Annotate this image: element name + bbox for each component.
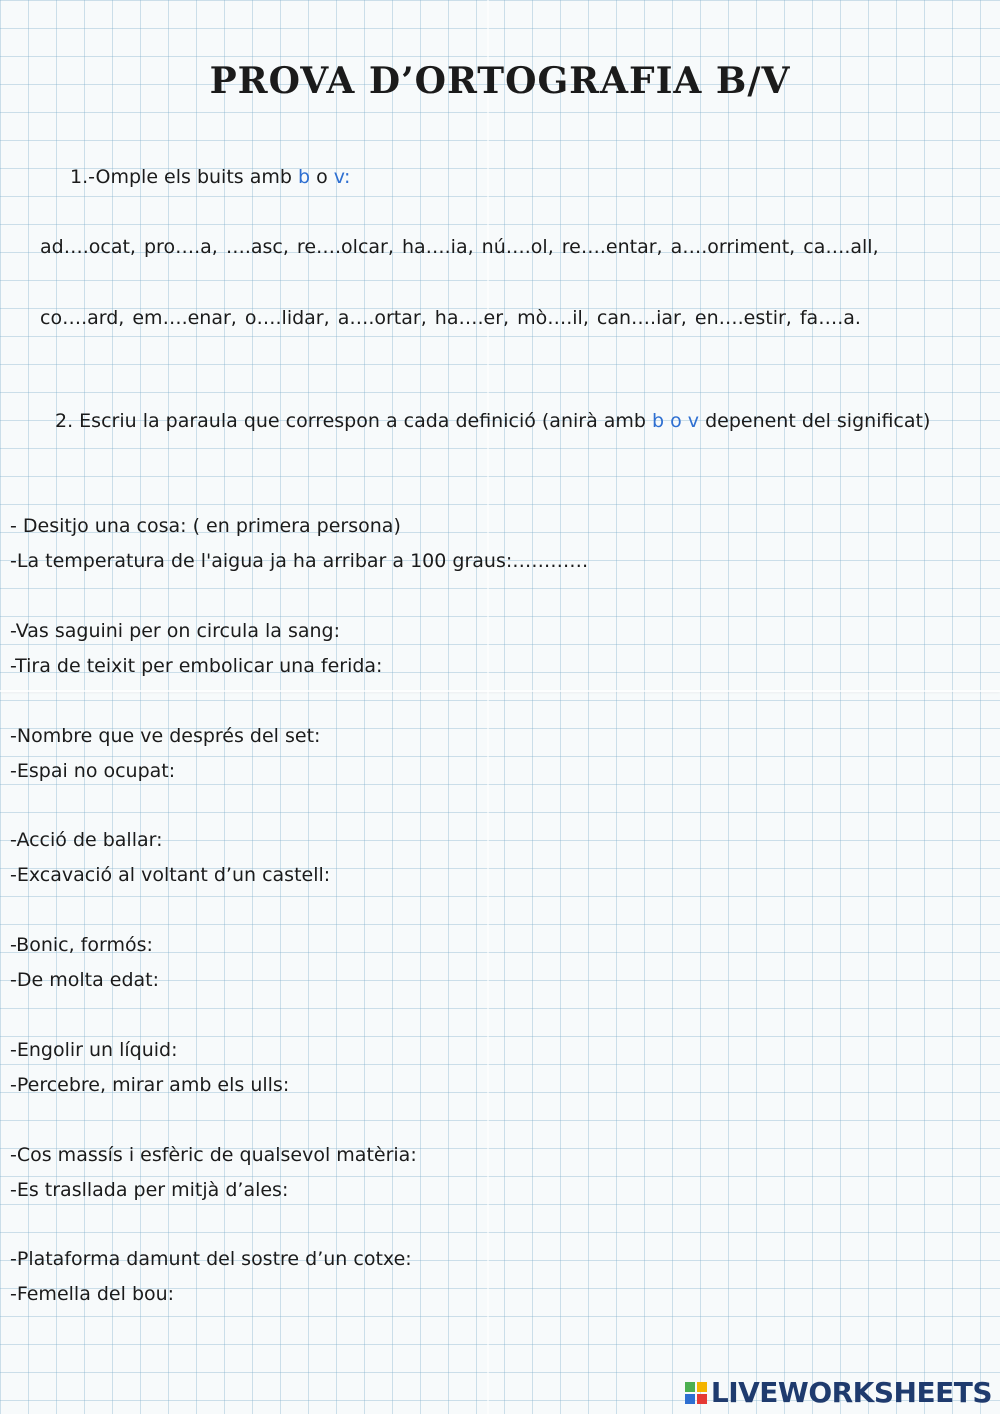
exercise1-instruction bbox=[70, 166, 350, 188]
letter-b: b bbox=[297, 166, 311, 188]
definition-item: - Desitjo una cosa: ( en primera persona) bbox=[10, 515, 401, 537]
definition-item: -Plataforma damunt del sostre d’un cotxe: bbox=[10, 1248, 412, 1270]
definition-item: -Acció de ballar: bbox=[10, 829, 163, 851]
definition-item: -Nombre que ve després del set: bbox=[10, 725, 321, 747]
definition-item: -Bonic, formós: bbox=[10, 934, 153, 956]
definition-item: -De molta edat: bbox=[10, 969, 160, 991]
exercise2-instruction-start: 2. Escriu la paraula que correspon a cada definició (anirà amb bbox=[55, 410, 646, 432]
exercise1-row-2[interactable]: co….ard, em….enar, o….lidar, a….ortar, ha….er, mò….il, can….iar, en….estir, fa….a. bbox=[40, 307, 861, 329]
exercise1-row-1[interactable]: ad….ocat, pro….a, ….asc, re….olcar, ha….ia, nú….ol, re….entar, a….orriment, ca….all, bbox=[40, 236, 879, 258]
definition-item: -Femella del bou: bbox=[10, 1283, 175, 1305]
liveworksheets-wordmark: LIVEWORKSHEETS bbox=[710, 1376, 992, 1409]
definition-item: -Espai no ocupat: bbox=[10, 760, 176, 782]
definition-item: -Cos massís i esfèric de qualsevol matèria: bbox=[10, 1144, 417, 1166]
definition-item: -Vas saguini per on circula la sang: bbox=[10, 620, 341, 642]
exercise2-instruction bbox=[55, 410, 930, 432]
b-o-v-highlight: b o v bbox=[652, 410, 700, 432]
definition-item: -La temperatura de l'aigua ja ha arribar a 100 graus:………… bbox=[10, 550, 589, 572]
page-title: PROVA D’ORTOGRAFIA B/V bbox=[209, 60, 791, 102]
paper-fold-vertical bbox=[487, 0, 489, 1414]
definition-item: -Excavació al voltant d’un castell: bbox=[10, 864, 331, 886]
definition-item: -Engolir un líquid: bbox=[10, 1039, 178, 1061]
definition-item: -Tira de teixit per embolicar una ferida: bbox=[10, 655, 383, 677]
word-o: o bbox=[316, 166, 328, 188]
definition-item: -Percebre, mirar amb els ulls: bbox=[10, 1074, 290, 1096]
definition-item: -Es trasllada per mitjà d’ales: bbox=[10, 1179, 289, 1201]
paper-fold-horizontal bbox=[0, 690, 1000, 692]
letter-v: v: bbox=[333, 166, 351, 188]
liveworksheets-logo-icon bbox=[685, 1382, 707, 1404]
exercise2-instruction-end: depenent del significat) bbox=[705, 410, 931, 432]
liveworksheets-logo bbox=[685, 1376, 992, 1409]
exercise1-instruction-text: 1.-Omple els buits amb bbox=[70, 166, 292, 188]
